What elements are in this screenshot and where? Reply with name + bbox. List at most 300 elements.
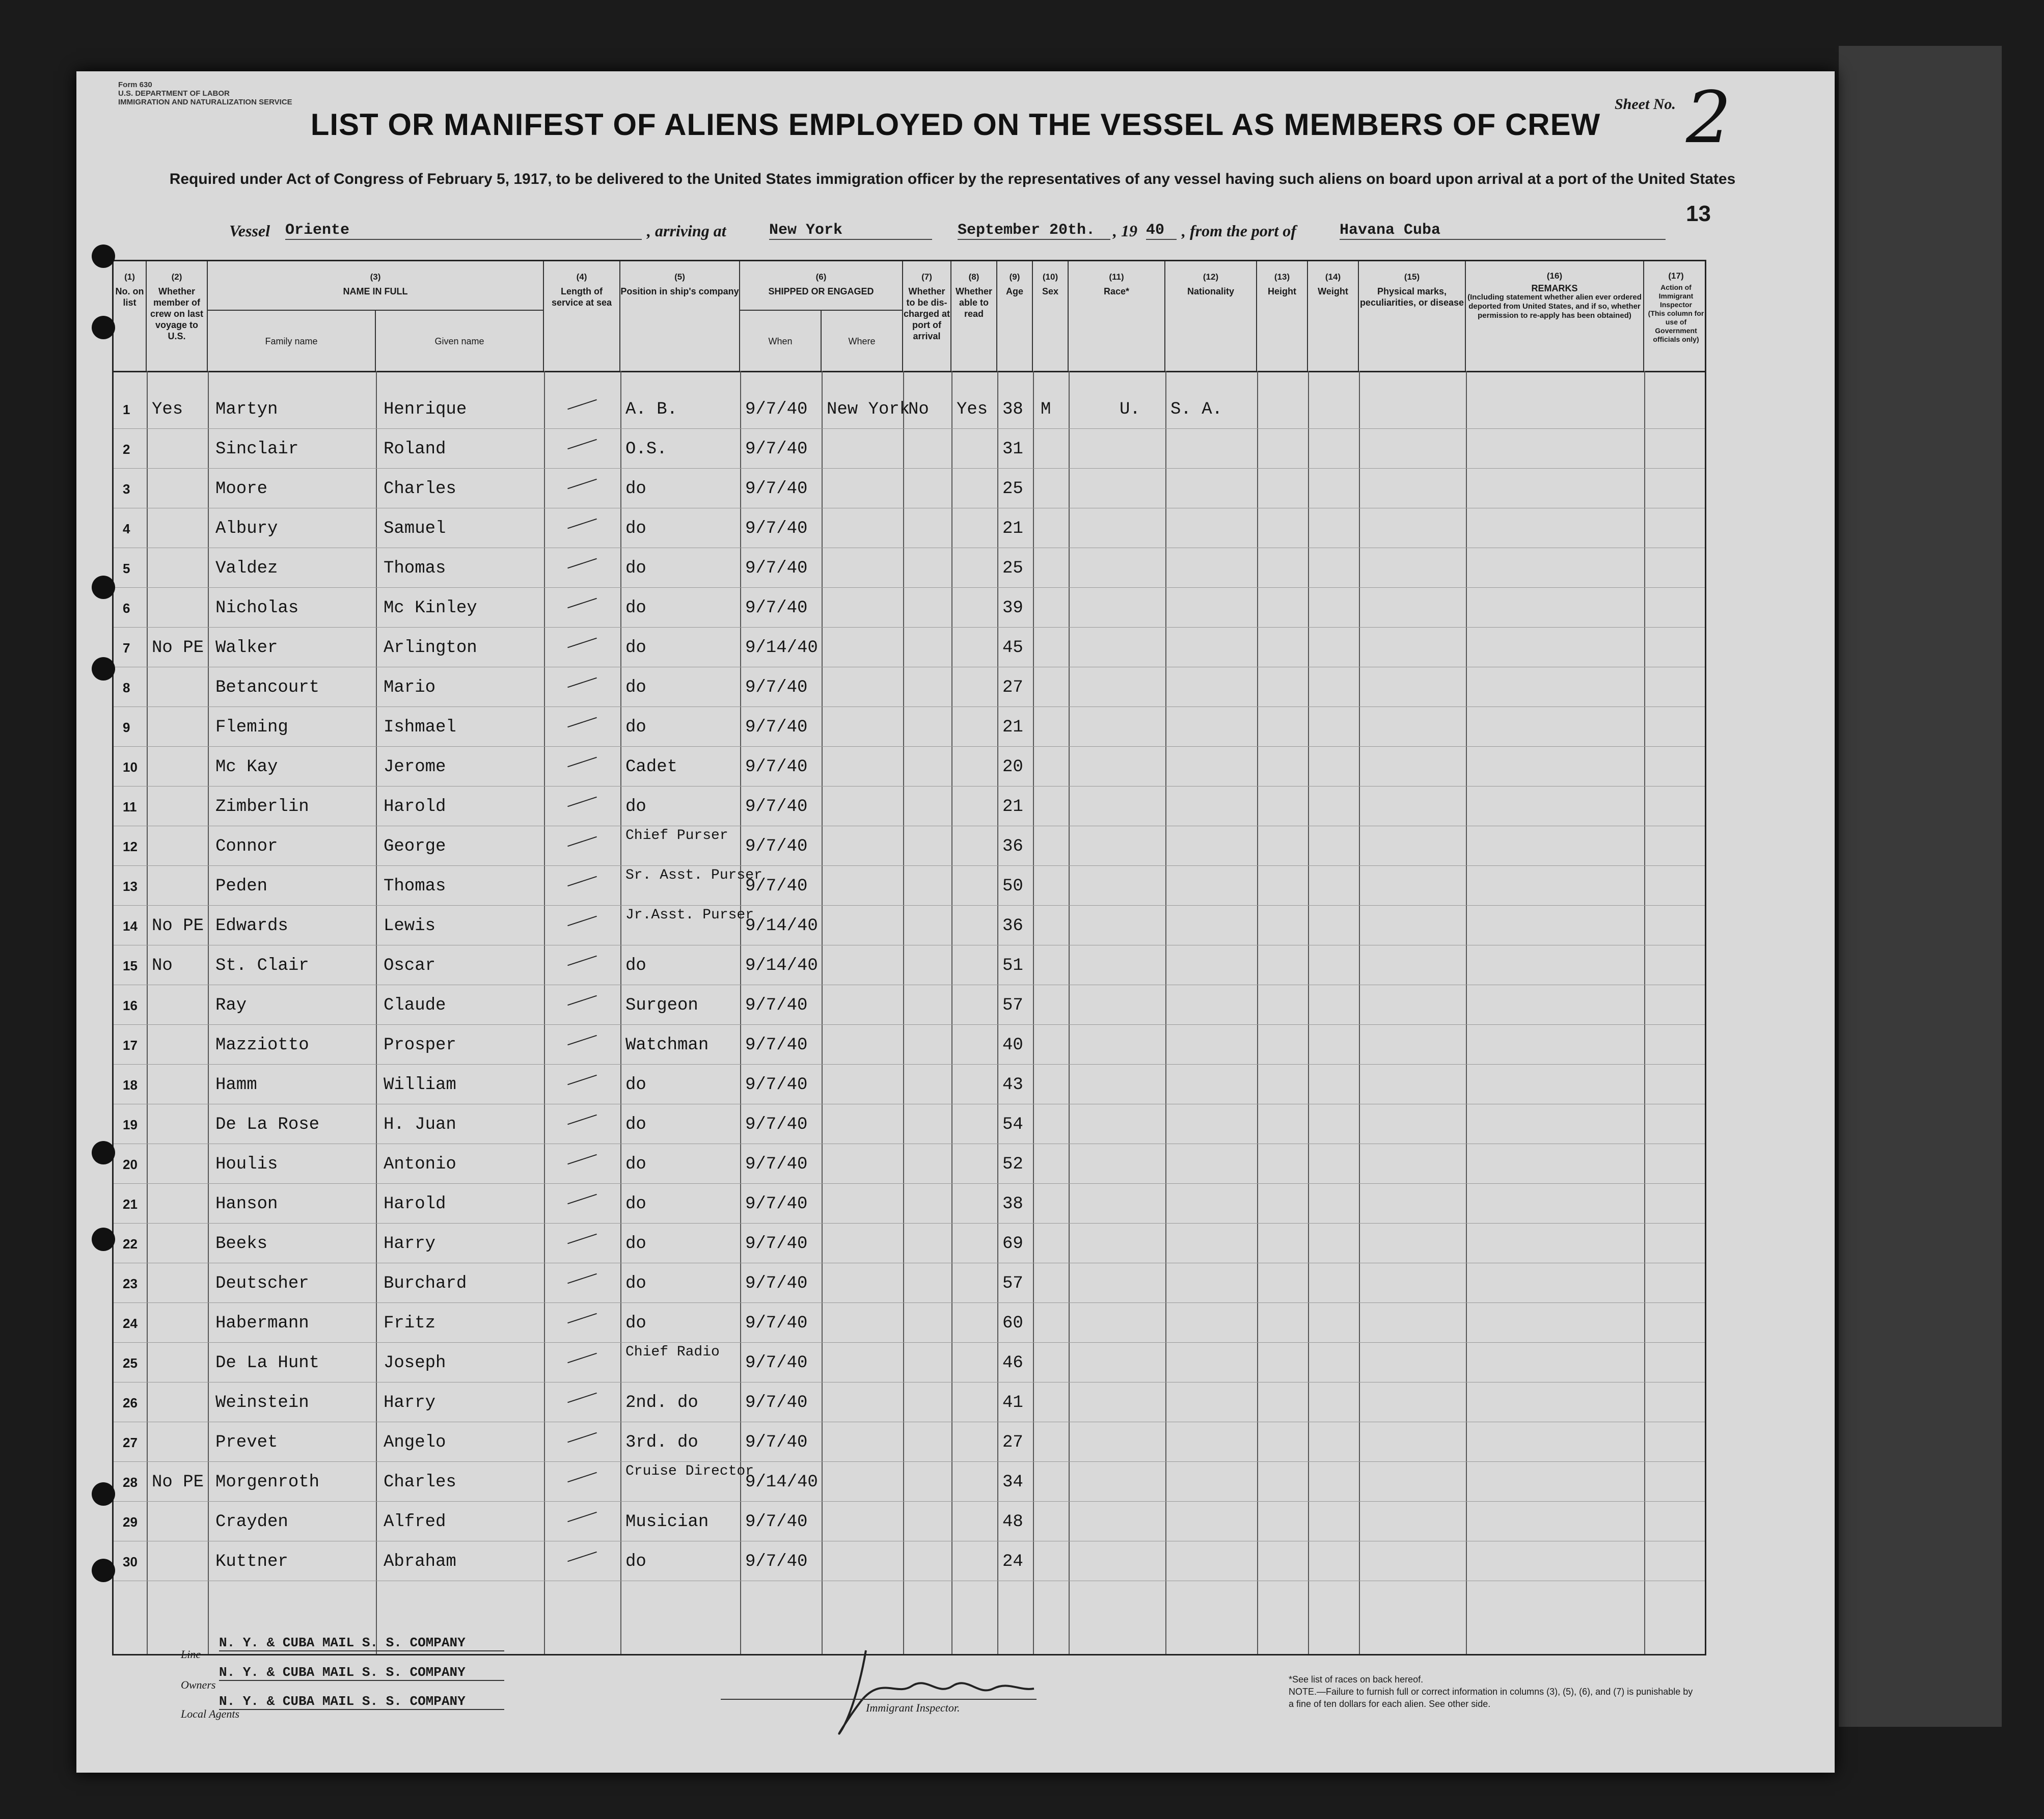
punch-hole	[92, 1141, 115, 1164]
table-row	[114, 1342, 1705, 1382]
cell-no: 28	[123, 1475, 138, 1490]
cell-race: U.	[1120, 400, 1140, 419]
cell-given: Charles	[384, 1473, 456, 1492]
subtitle: Required under Act of Congress of February 5, 1917, to be delivered to the United States immigration officer by the representatives of any vessel having such aliens on board upon arrival at a port of the United States	[169, 171, 1736, 187]
page-number: 13	[1686, 201, 1711, 226]
cell-where: New York	[827, 400, 910, 419]
cell-given: Alfred	[384, 1512, 446, 1532]
cell-given: Fritz	[384, 1314, 436, 1333]
col-header-where: Where	[822, 310, 903, 371]
cell-age: 25	[1002, 479, 1023, 499]
cell-given: Ishmael	[384, 718, 456, 737]
cell-last: No PE	[152, 638, 204, 658]
table-row	[114, 508, 1705, 548]
cell-nationality: S. A.	[1170, 400, 1223, 419]
cell-family: Habermann	[215, 1314, 309, 1333]
cell-family: Prevet	[215, 1433, 278, 1452]
cell-when: 9/7/40	[745, 996, 808, 1015]
punch-hole	[92, 1482, 115, 1506]
cell-age: 40	[1002, 1036, 1023, 1055]
cell-when: 9/7/40	[745, 1115, 808, 1134]
cell-given: Harry	[384, 1234, 436, 1254]
service-tick-mark	[567, 757, 597, 767]
service-tick-mark	[567, 1472, 597, 1482]
cell-when: 9/7/40	[745, 1393, 808, 1413]
cell-age: 50	[1002, 877, 1023, 896]
cell-given: Abraham	[384, 1552, 456, 1571]
cell-age: 21	[1002, 519, 1023, 538]
cell-age: 48	[1002, 1512, 1023, 1532]
cell-age: 52	[1002, 1155, 1023, 1174]
cell-position: do	[625, 1552, 646, 1571]
table-row	[114, 1024, 1705, 1065]
cell-position: Musician	[625, 1512, 709, 1532]
cell-family: Valdez	[215, 559, 278, 578]
service-tick-mark	[567, 1234, 597, 1244]
table-row	[114, 428, 1705, 469]
inspector-label: Immigrant Inspector.	[866, 1701, 960, 1714]
cell-age: 69	[1002, 1234, 1023, 1254]
col-header-9: (9) Age	[997, 261, 1033, 371]
cell-when: 9/7/40	[745, 1075, 808, 1095]
col-header-when: When	[740, 310, 822, 371]
line-value: N. Y. & CUBA MAIL S. S. COMPANY	[219, 1635, 504, 1651]
table-row	[114, 389, 1705, 429]
cell-given: Jerome	[384, 757, 446, 777]
cell-no: 30	[123, 1554, 138, 1569]
agents-label: Local Agents	[181, 1707, 240, 1720]
cell-no: 17	[123, 1038, 138, 1053]
col-header-7: (7) Whether to be dis-charged at port of arrival	[903, 261, 951, 371]
cell-position: do	[625, 1155, 646, 1174]
cell-family: De La Rose	[215, 1115, 320, 1134]
cell-no: 27	[123, 1435, 138, 1450]
cell-family: Martyn	[215, 400, 278, 419]
cell-given: Arlington	[384, 638, 477, 658]
cell-position: do	[625, 1274, 646, 1293]
cell-when: 9/7/40	[745, 1234, 808, 1254]
film-edge-right	[1839, 46, 2002, 1727]
table-row	[114, 1541, 1705, 1581]
col-header-14: (14) Weight	[1308, 261, 1359, 371]
cell-age: 45	[1002, 638, 1023, 658]
col-header-family: Family name	[208, 310, 376, 371]
service-tick-mark	[567, 1512, 597, 1522]
cell-when: 9/7/40	[745, 1353, 808, 1373]
cell-position: do	[625, 956, 646, 975]
cell-no: 29	[123, 1514, 138, 1530]
cell-position: Chief Purser	[625, 828, 728, 844]
table-row	[114, 786, 1705, 826]
cell-age: 27	[1002, 1433, 1023, 1452]
service-tick-mark	[567, 717, 597, 727]
cell-when: 9/7/40	[745, 1552, 808, 1571]
cell-no: 26	[123, 1395, 138, 1410]
cell-position: A. B.	[625, 400, 678, 419]
from-label: , from the port of	[1182, 222, 1296, 240]
cell-given: George	[384, 837, 446, 856]
service-tick-mark	[567, 1035, 597, 1045]
punch-hole	[92, 576, 115, 599]
cell-no: 10	[123, 759, 138, 775]
cell-given: Thomas	[384, 559, 446, 578]
cell-position: do	[625, 1314, 646, 1333]
department: U.S. DEPARTMENT OF LABOR	[118, 89, 230, 98]
cell-no: 13	[123, 879, 138, 894]
cell-given: Lewis	[384, 916, 436, 936]
cell-given: Mc Kinley	[384, 599, 477, 618]
cell-given: Thomas	[384, 877, 446, 896]
service-tick-mark	[567, 638, 597, 648]
cell-last: No	[152, 956, 173, 975]
cell-family: Hamm	[215, 1075, 257, 1095]
cell-given: Samuel	[384, 519, 446, 538]
sheet-label: Sheet No.	[1615, 96, 1676, 113]
cell-given: Burchard	[384, 1274, 467, 1293]
cell-when: 9/7/40	[745, 440, 808, 459]
table-row	[114, 1302, 1705, 1343]
cell-no: 11	[123, 799, 137, 815]
cell-family: Zimberlin	[215, 797, 309, 817]
cell-position: do	[625, 797, 646, 817]
cell-position: do	[625, 1075, 646, 1095]
table-row	[114, 667, 1705, 707]
col-header-15: (15) Physical marks, peculiarities, or disease	[1359, 261, 1466, 371]
cell-family: De La Hunt	[215, 1353, 320, 1373]
cell-no: 16	[123, 998, 138, 1013]
cell-no: 5	[123, 561, 130, 576]
service-tick-mark	[567, 995, 597, 1006]
table-row	[114, 1144, 1705, 1184]
cell-when: 9/7/40	[745, 559, 808, 578]
service-tick-mark	[567, 677, 597, 688]
cell-when: 9/7/40	[745, 479, 808, 499]
cell-family: Walker	[215, 638, 278, 658]
cell-position: 2nd. do	[625, 1393, 698, 1413]
cell-position: do	[625, 519, 646, 538]
cell-no: 2	[123, 442, 130, 457]
punch-hole	[92, 657, 115, 681]
punch-hole	[92, 245, 115, 268]
arriving-label: , arriving at	[647, 222, 726, 240]
cell-family: Peden	[215, 877, 268, 896]
cell-when: 9/7/40	[745, 797, 808, 817]
cell-when: 9/7/40	[745, 1036, 808, 1055]
cell-no: 19	[123, 1117, 138, 1132]
cell-sex: M	[1041, 400, 1051, 419]
cell-age: 38	[1002, 400, 1023, 419]
cell-when: 9/7/40	[745, 1274, 808, 1293]
cell-age: 54	[1002, 1115, 1023, 1134]
punch-hole	[92, 1228, 115, 1251]
service-tick-mark	[567, 1075, 597, 1085]
cell-position: do	[625, 718, 646, 737]
cell-given: Claude	[384, 996, 446, 1015]
cell-family: Deutscher	[215, 1274, 309, 1293]
cell-given: Henrique	[384, 400, 467, 419]
cell-when: 9/7/40	[745, 757, 808, 777]
cell-last: Yes	[152, 400, 183, 419]
table-row	[114, 587, 1705, 628]
cell-when: 9/7/40	[745, 1433, 808, 1452]
races-note: *See list of races on back hereof.	[1289, 1674, 1424, 1685]
cell-given: Antonio	[384, 1155, 456, 1174]
cell-discharged: No	[908, 400, 929, 419]
service-tick-mark	[567, 1353, 597, 1363]
cell-when: 9/7/40	[745, 1155, 808, 1174]
cell-age: 57	[1002, 1274, 1023, 1293]
service-tick-mark	[567, 1432, 597, 1443]
cell-when: 9/14/40	[745, 916, 818, 936]
cell-when: 9/7/40	[745, 1314, 808, 1333]
service-tick-mark	[567, 399, 597, 410]
cell-age: 36	[1002, 837, 1023, 856]
cell-family: Hanson	[215, 1194, 278, 1214]
cell-when: 9/7/40	[745, 400, 808, 419]
vessel-line	[229, 222, 1706, 247]
cell-position: Cruise Director	[625, 1463, 754, 1479]
cell-family: Weinstein	[215, 1393, 309, 1413]
col-header-11: (11) Race*	[1069, 261, 1165, 371]
cell-age: 51	[1002, 956, 1023, 975]
cell-given: Joseph	[384, 1353, 446, 1373]
service-tick-mark	[567, 479, 597, 489]
cell-family: Morgenroth	[215, 1473, 320, 1492]
cell-no: 20	[123, 1157, 138, 1172]
table-row	[114, 627, 1705, 667]
cell-family: Betancourt	[215, 678, 320, 697]
service-tick-mark	[567, 558, 597, 568]
cell-family: Mazziotto	[215, 1036, 309, 1055]
cell-given: Mario	[384, 678, 436, 697]
service-tick-mark	[567, 1393, 597, 1403]
cell-no: 24	[123, 1316, 138, 1331]
col-header-1: (1) No. on list	[114, 261, 147, 371]
cell-position: Watchman	[625, 1036, 709, 1055]
service-tick-mark	[567, 916, 597, 926]
col-header-3: (3) NAME IN FULL	[208, 261, 544, 310]
owners-label: Owners	[181, 1678, 216, 1691]
cell-family: St. Clair	[215, 956, 309, 975]
cell-given: William	[384, 1075, 456, 1095]
service-tick-mark	[567, 797, 597, 807]
cell-no: 8	[123, 680, 130, 695]
col-header-8: (8) Whether able to read	[951, 261, 997, 371]
service-tick-mark	[567, 1154, 597, 1164]
table-row	[114, 1104, 1705, 1144]
table-row	[114, 985, 1705, 1025]
cell-given: Roland	[384, 440, 446, 459]
table-row	[114, 707, 1705, 747]
cell-given: Harold	[384, 1194, 446, 1214]
cell-position: O.S.	[625, 440, 667, 459]
owners-value: N. Y. & CUBA MAIL S. S. COMPANY	[219, 1665, 504, 1681]
col-header-5: (5) Position in ship's company	[620, 261, 740, 371]
col-header-2: (2) Whether member of crew on last voyage to U.S.	[147, 261, 208, 371]
punch-hole	[92, 316, 115, 339]
service-tick-mark	[567, 519, 597, 529]
cell-age: 27	[1002, 678, 1023, 697]
table-row	[114, 1382, 1705, 1422]
cell-age: 38	[1002, 1194, 1023, 1214]
service-tick-mark	[567, 439, 597, 449]
table-row	[114, 865, 1705, 906]
table-row	[114, 826, 1705, 866]
cell-no: 12	[123, 839, 138, 854]
cell-family: Nicholas	[215, 599, 299, 618]
cell-position: Jr.Asst. Purser	[625, 907, 754, 923]
service-tick-mark	[567, 1194, 597, 1204]
service-tick-mark	[567, 836, 597, 847]
cell-position: 3rd. do	[625, 1433, 698, 1452]
cell-position: do	[625, 559, 646, 578]
arrival-date: September 20th.	[958, 222, 1110, 240]
service-tick-mark	[567, 598, 597, 608]
cell-age: 46	[1002, 1353, 1023, 1373]
table-row	[114, 1223, 1705, 1263]
cell-age: 25	[1002, 559, 1023, 578]
cell-given: Harry	[384, 1393, 436, 1413]
cell-family: Mc Kay	[215, 757, 278, 777]
cell-age: 60	[1002, 1314, 1023, 1333]
service-tick-mark	[567, 1273, 597, 1284]
cell-no: 6	[123, 601, 130, 616]
year-prefix: , 19	[1113, 222, 1137, 240]
col-header-16: (16) REMARKS (Including statement whether alien ever ordered deported from United States, and if so, whether permission to re-apply has been obtained)	[1466, 261, 1644, 371]
cell-age: 20	[1002, 757, 1023, 777]
cell-age: 31	[1002, 440, 1023, 459]
cell-no: 15	[123, 958, 138, 973]
cell-when: 9/7/40	[745, 519, 808, 538]
cell-age: 41	[1002, 1393, 1023, 1413]
table-row	[114, 1263, 1705, 1303]
cell-given: H. Juan	[384, 1115, 456, 1134]
cell-age: 34	[1002, 1473, 1023, 1492]
cell-family: Kuttner	[215, 1552, 288, 1571]
agents-value: N. Y. & CUBA MAIL S. S. COMPANY	[219, 1694, 504, 1710]
service: IMMIGRATION AND NATURALIZATION SERVICE	[118, 98, 292, 106]
table-row	[114, 1422, 1705, 1462]
cell-family: Crayden	[215, 1512, 288, 1532]
col-header-given: Given name	[376, 310, 544, 371]
cell-family: Connor	[215, 837, 278, 856]
table-row	[114, 1183, 1705, 1224]
form-header	[118, 80, 292, 106]
cell-when: 9/14/40	[745, 638, 818, 658]
cell-no: 25	[123, 1355, 138, 1371]
line-label: Line	[181, 1648, 201, 1661]
cell-given: Charles	[384, 479, 456, 499]
table-row	[114, 746, 1705, 786]
vessel-name: Oriente	[285, 222, 642, 240]
col-header-6: (6) SHIPPED OR ENGAGED	[740, 261, 903, 310]
cell-no: 21	[123, 1197, 138, 1212]
cell-no: 23	[123, 1276, 138, 1291]
cell-last: No PE	[152, 1473, 204, 1492]
vessel-label: Vessel	[229, 222, 270, 240]
cell-position: do	[625, 1194, 646, 1214]
cell-family: Houlis	[215, 1155, 278, 1174]
cell-given: Oscar	[384, 956, 436, 975]
page-title: LIST OR MANIFEST OF ALIENS EMPLOYED ON THE VESSEL AS MEMBERS OF CREW	[310, 107, 1601, 142]
departure-port: Havana Cuba	[1340, 222, 1666, 240]
cell-position: do	[625, 1234, 646, 1254]
cell-family: Moore	[215, 479, 268, 499]
cell-last: No PE	[152, 916, 204, 936]
cell-family: Sinclair	[215, 440, 299, 459]
arrival-year: 40	[1146, 222, 1177, 240]
col-header-10: (10) Sex	[1033, 261, 1069, 371]
arriving-port: New York	[769, 222, 932, 240]
table-row	[114, 1501, 1705, 1541]
cell-when: 9/7/40	[745, 1512, 808, 1532]
cell-when: 9/7/40	[745, 718, 808, 737]
cell-age: 36	[1002, 916, 1023, 936]
cell-when: 9/14/40	[745, 1473, 818, 1492]
cell-no: 22	[123, 1236, 138, 1252]
cell-no: 7	[123, 640, 130, 656]
cell-family: Beeks	[215, 1234, 268, 1254]
table-row	[114, 945, 1705, 985]
cell-position: Surgeon	[625, 996, 698, 1015]
cell-when: 9/7/40	[745, 837, 808, 856]
penalty-note: NOTE.—Failure to furnish full or correct information in columns (3), (5), (6), and (7) is punishable by a fine of ten dollars for each alien. See other side.	[1289, 1687, 1693, 1709]
footnotes	[1289, 1673, 1696, 1710]
cell-position: Chief Radio	[625, 1344, 720, 1360]
cell-when: 9/7/40	[745, 678, 808, 697]
cell-age: 39	[1002, 599, 1023, 618]
cell-no: 3	[123, 481, 130, 497]
cell-when: 9/7/40	[745, 1194, 808, 1214]
service-tick-mark	[567, 1313, 597, 1323]
cell-age: 43	[1002, 1075, 1023, 1095]
service-tick-mark	[567, 1552, 597, 1562]
col-header-13: (13) Height	[1257, 261, 1308, 371]
cell-family: Ray	[215, 996, 247, 1015]
sheet-number: 2	[1686, 76, 1732, 159]
cell-position: do	[625, 638, 646, 658]
cell-family: Edwards	[215, 916, 288, 936]
cell-position: do	[625, 1115, 646, 1134]
cell-no: 18	[123, 1077, 138, 1093]
col-header-12: (12) Nationality	[1165, 261, 1257, 371]
cell-given: Prosper	[384, 1036, 456, 1055]
service-tick-mark	[567, 1115, 597, 1125]
crew-table	[112, 260, 1706, 1655]
cell-when: 9/7/40	[745, 877, 808, 896]
cell-position: do	[625, 479, 646, 499]
signature-line	[721, 1699, 1037, 1700]
service-tick-mark	[567, 876, 597, 886]
cell-age: 21	[1002, 797, 1023, 817]
col-header-4: (4) Length of service at sea	[544, 261, 620, 371]
cell-family: Albury	[215, 519, 278, 538]
cell-when: 9/7/40	[745, 599, 808, 618]
cell-no: 9	[123, 720, 130, 735]
cell-position: do	[625, 599, 646, 618]
cell-given: Angelo	[384, 1433, 446, 1452]
form-number: Form 630	[118, 80, 152, 89]
table-row	[114, 548, 1705, 588]
table-row	[114, 905, 1705, 945]
cell-position: Sr. Asst. Purser	[625, 867, 762, 883]
cell-no: 14	[123, 918, 138, 934]
cell-read: Yes	[957, 400, 988, 419]
cell-position: Cadet	[625, 757, 678, 777]
col-header-17: (17) Action of Immigrant Inspector (This column for use of Government officials only)	[1648, 271, 1704, 343]
cell-age: 21	[1002, 718, 1023, 737]
table-row	[114, 468, 1705, 508]
